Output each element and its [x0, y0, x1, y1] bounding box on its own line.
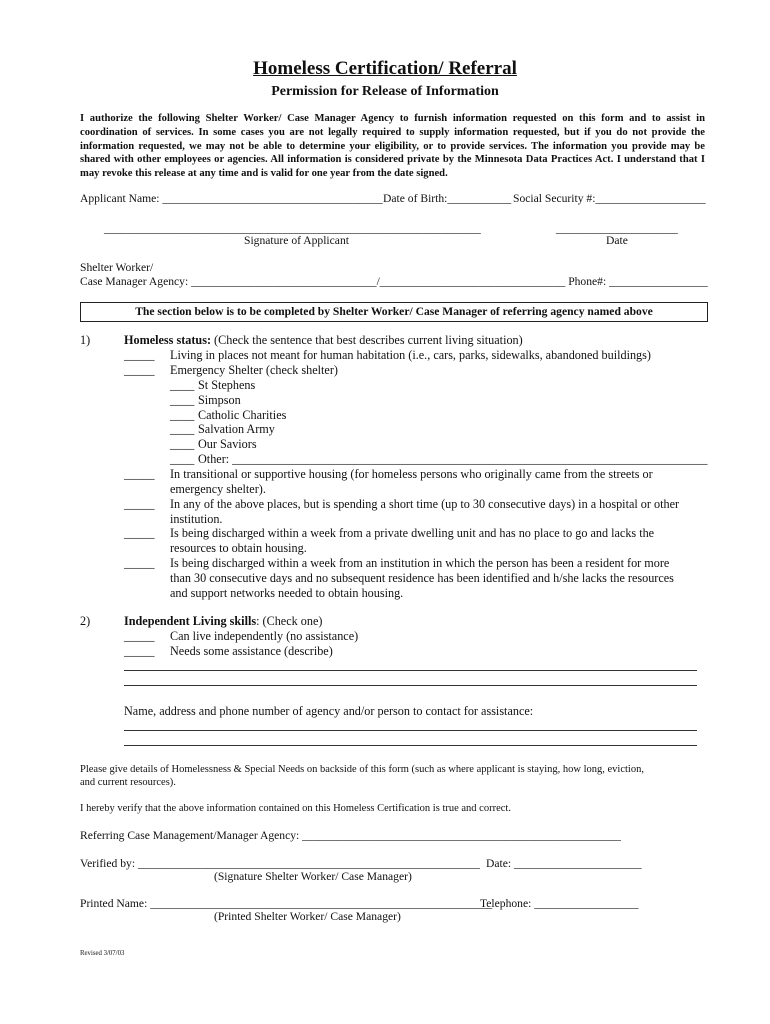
option-private-dwelling-cont: resources to obtain housing.: [170, 541, 307, 555]
independent-living-heading: [124, 614, 322, 629]
shelter-checkbox[interactable]: ____: [170, 422, 195, 436]
homeless-status-title: Homeless status:: [124, 333, 211, 347]
verified-caption: (Signature Shelter Worker/ Case Manager): [214, 870, 412, 883]
shelter-checkbox[interactable]: ____: [170, 393, 195, 407]
form-title: Homeless Certification/ Referral: [253, 58, 517, 79]
option-institution: Is being discharged within a week from an institution in which the person has been a resident for more: [170, 556, 670, 570]
checkbox-blank[interactable]: _____: [124, 526, 155, 540]
applicant-signature-line[interactable]: _________________________________________________________________: [104, 222, 481, 235]
option-private-dwelling: Is being discharged within a week from a private dwelling unit and has no place to go and lacks the: [170, 526, 655, 540]
option-live-independently: Can live independently (no assistance): [170, 629, 359, 643]
shelter-checkbox[interactable]: ____: [170, 378, 195, 392]
case-manager-agency-field[interactable]: Case Manager Agency: ________________________________/________________________________ Phone#: _________________: [80, 275, 708, 288]
checkbox-blank[interactable]: _____: [124, 629, 155, 643]
option-short-stay: In any of the above places, but is spending a short time (up to 30 consecutive days) in a hospital or other: [170, 497, 680, 511]
option-short-stay-cont: institution.: [170, 512, 223, 526]
shelter-our-saviors: Our Saviors: [198, 437, 257, 451]
shelter-worker-label: Shelter Worker/: [80, 261, 154, 274]
option-institution-cont: and support networks needed to obtain housing.: [170, 586, 404, 600]
checkbox-blank[interactable]: _____: [124, 497, 155, 511]
telephone-field[interactable]: Telephone: __________________: [480, 897, 639, 910]
details-note-cont: and current resources).: [80, 777, 176, 788]
shelter-checkbox[interactable]: ____: [170, 437, 195, 451]
authorization-paragraph: I authorize the following Shelter Worker/ Case Manager Agency to furnish information requested on this form and to assist in coordination of services. In some cases you are not legally required to supply information requested, but if you do not provide the information requested, we may not be able to determine your eligibility, or to provide services. The information you provide may be shared with other employees or agencies. All information is considered private by the Minnesota Data Practices Act. I understand that I may revoke this release at any time and is valid for one year from the date signed.: [80, 113, 705, 180]
option-places-not-meant: Living in places not meant for human habitation (i.e., cars, parks, sidewalks, abandoned buildings): [170, 348, 651, 362]
shelter-simpson: Simpson: [198, 393, 241, 407]
checkbox-blank[interactable]: _____: [124, 644, 155, 658]
assistance-description-line[interactable]: [124, 670, 697, 671]
applicant-date-line[interactable]: _____________________: [556, 222, 678, 235]
assistance-description-line[interactable]: [124, 685, 697, 686]
option-needs-assistance: Needs some assistance (describe): [170, 644, 333, 658]
printed-name-field[interactable]: Printed Name: ___________________________________________________________: [80, 897, 493, 910]
verified-by-field[interactable]: Verified by: ___________________________________________________________: [80, 857, 480, 870]
section-header: The section below is to be completed by Shelter Worker/ Case Manager of referring agency named above: [80, 302, 708, 322]
checkbox-blank[interactable]: _____: [124, 467, 155, 481]
option-institution-cont: than 30 consecutive days and no subsequent residence has been identified and h/she lacks the resources: [170, 571, 674, 585]
option-transitional-cont: emergency shelter).: [170, 482, 266, 496]
revision-date: Revised 3/07/03: [80, 950, 125, 957]
section-number-1: 1): [80, 333, 91, 347]
homeless-status-heading: [124, 333, 523, 348]
form-subtitle: Permission for Release of Information: [271, 84, 499, 99]
referring-agency-field[interactable]: Referring Case Management/Manager Agency: _______________________________________________________: [80, 829, 621, 842]
shelter-salvation-army: Salvation Army: [198, 422, 275, 436]
details-note: Please give details of Homelessness & Special Needs on backside of this form (such as where applicant is staying, how long, eviction,: [80, 764, 644, 775]
section-number-2: 2): [80, 614, 91, 628]
independent-living-note: : (Check one): [256, 614, 323, 628]
option-transitional: In transitional or supportive housing (for homeless persons who originally came from the streets or: [170, 467, 653, 481]
verify-statement: I hereby verify that the above information contained on this Homeless Certification is true and correct.: [80, 803, 511, 814]
homeless-status-note: (Check the sentence that best describes current living situation): [211, 333, 523, 347]
date-caption: Date: [606, 234, 628, 247]
checkbox-blank[interactable]: _____: [124, 556, 155, 570]
option-emergency-shelter: Emergency Shelter (check shelter): [170, 363, 338, 377]
checkbox-blank[interactable]: _____: [124, 348, 155, 362]
independent-living-title: Independent Living skills: [124, 614, 257, 628]
shelter-checkbox[interactable]: ____: [170, 408, 195, 422]
shelter-other-field[interactable]: Other: ______________________________________________________________________________: [198, 452, 708, 466]
shelter-catholic-charities: Catholic Charities: [198, 408, 287, 422]
applicant-name-field[interactable]: Applicant Name: ______________________________________: [80, 192, 383, 205]
contact-line[interactable]: [124, 730, 697, 731]
printed-caption: (Printed Shelter Worker/ Case Manager): [214, 910, 401, 923]
date-of-birth-field[interactable]: Date of Birth:___________: [383, 192, 512, 205]
contact-label: Name, address and phone number of agency and/or person to contact for assistance:: [124, 704, 534, 718]
shelter-st-stephens: St Stephens: [198, 378, 256, 392]
checkbox-blank[interactable]: _____: [124, 363, 155, 377]
verified-date-field[interactable]: Date: ______________________: [486, 857, 642, 870]
signature-caption: Signature of Applicant: [244, 234, 349, 247]
contact-line[interactable]: [124, 745, 697, 746]
shelter-checkbox[interactable]: ____: [170, 452, 195, 466]
social-security-field[interactable]: Social Security #:___________________: [513, 192, 706, 205]
